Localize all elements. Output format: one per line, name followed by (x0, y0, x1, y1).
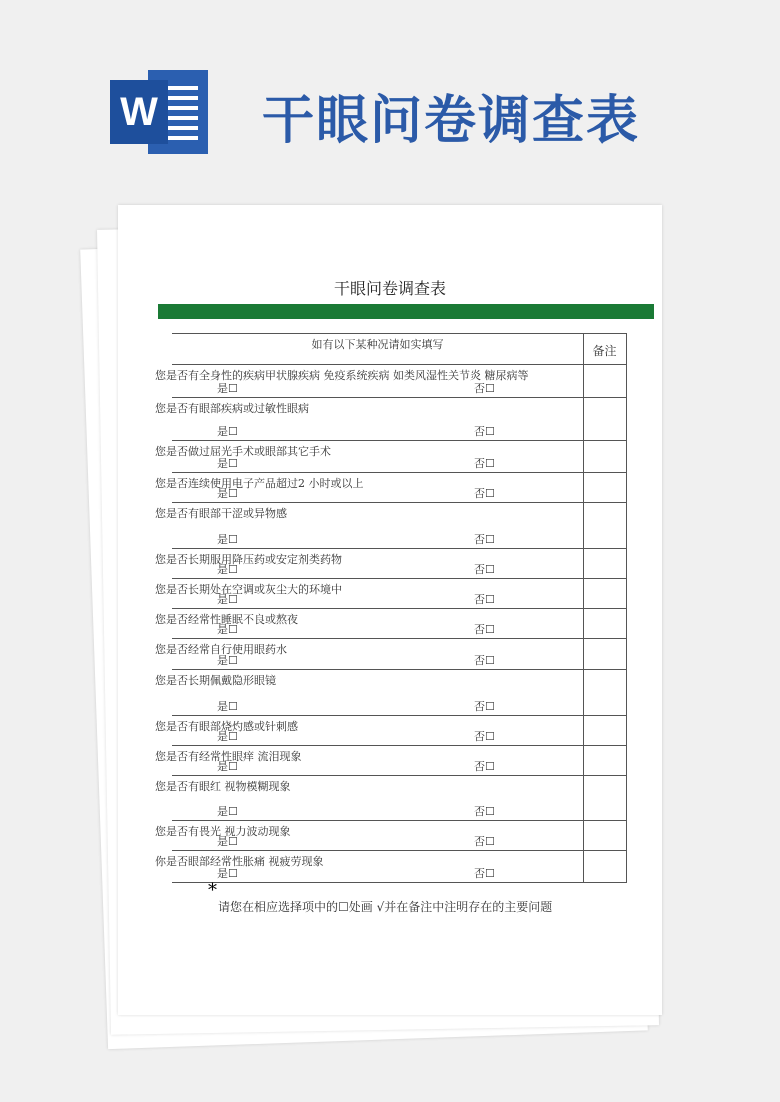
note-cell[interactable] (583, 365, 626, 397)
question-text: 您是否有眼部干涩或异物感 (155, 507, 287, 520)
question-row (155, 441, 626, 473)
green-divider-bar (158, 304, 654, 319)
note-cell[interactable] (583, 670, 626, 715)
yes-checkbox[interactable]: 是☐ (217, 805, 238, 818)
note-cell[interactable] (583, 776, 626, 820)
note-cell[interactable] (583, 503, 626, 548)
question-row (155, 821, 626, 851)
question-row (155, 851, 626, 883)
question-text: 您是否有畏光 视力波动现象 (155, 825, 291, 838)
yes-checkbox[interactable]: 是☐ (217, 487, 238, 500)
no-checkbox[interactable]: 否☐ (474, 835, 495, 848)
question-text: 你是否眼部经常性胀痛 视疲劳现象 (155, 855, 324, 868)
footnote: 请您在相应选择项中的☐处画 √并在备注中注明存在的主要问题 (218, 900, 553, 914)
no-checkbox[interactable]: 否☐ (474, 700, 495, 713)
note-cell[interactable] (583, 639, 626, 669)
question-text: 您是否有眼部疾病或过敏性眼病 (155, 402, 309, 415)
yes-checkbox[interactable]: 是☐ (217, 563, 238, 576)
no-checkbox[interactable]: 否☐ (474, 867, 495, 880)
question-text: 您是否经常性睡眠不良或熬夜 (155, 613, 298, 626)
question-row (155, 716, 626, 746)
footnote-star: * (208, 880, 217, 901)
yes-checkbox[interactable]: 是☐ (217, 382, 238, 395)
no-checkbox[interactable]: 否☐ (474, 805, 495, 818)
note-cell[interactable] (583, 579, 626, 608)
question-row (155, 579, 626, 609)
questionnaire-table (155, 333, 627, 883)
logo-letter: W (110, 80, 168, 144)
yes-checkbox[interactable]: 是☐ (217, 700, 238, 713)
question-text: 您是否长期服用降压药或安定剂类药物 (155, 553, 342, 566)
question-row (155, 609, 626, 639)
yes-checkbox[interactable]: 是☐ (217, 425, 238, 438)
yes-checkbox[interactable]: 是☐ (217, 730, 238, 743)
no-checkbox[interactable]: 否☐ (474, 533, 495, 546)
note-cell[interactable] (583, 549, 626, 578)
no-checkbox[interactable]: 否☐ (474, 654, 495, 667)
question-text: 您是否有眼部烧灼感或针刺感 (155, 720, 298, 733)
yes-checkbox[interactable]: 是☐ (217, 654, 238, 667)
question-text: 您是否做过屈光手术或眼部其它手术 (155, 445, 331, 458)
no-checkbox[interactable]: 否☐ (474, 593, 495, 606)
question-text: 您是否长期处在空调或灰尘大的环境中 (155, 583, 342, 596)
instruction-header: 如有以下某种况请如实填写 (311, 338, 444, 351)
note-header: 备注 (592, 344, 617, 358)
question-row (155, 549, 626, 579)
note-cell[interactable] (583, 716, 626, 745)
question-row (155, 746, 626, 776)
question-text: 您是否连续使用电子产品超过2 小时或以上 (155, 477, 364, 490)
no-checkbox[interactable]: 否☐ (474, 457, 495, 470)
no-checkbox[interactable]: 否☐ (474, 730, 495, 743)
no-checkbox[interactable]: 否☐ (474, 760, 495, 773)
note-cell[interactable] (583, 609, 626, 638)
question-row (155, 776, 626, 821)
word-logo (110, 70, 208, 154)
question-row (155, 670, 626, 716)
question-row (155, 639, 626, 670)
banner-title: 干眼问卷调查表 (262, 91, 641, 151)
yes-checkbox[interactable]: 是☐ (217, 457, 238, 470)
no-checkbox[interactable]: 否☐ (474, 382, 495, 395)
yes-checkbox[interactable]: 是☐ (217, 835, 238, 848)
question-text: 您是否长期佩戴隐形眼镜 (155, 674, 276, 687)
note-cell[interactable] (583, 398, 626, 440)
yes-checkbox[interactable]: 是☐ (217, 760, 238, 773)
yes-checkbox[interactable]: 是☐ (217, 593, 238, 606)
question-row (155, 365, 626, 398)
no-checkbox[interactable]: 否☐ (474, 487, 495, 500)
question-text: 您是否有经常性眼痒 流泪现象 (155, 750, 302, 763)
note-cell[interactable] (583, 473, 626, 502)
table-header (172, 334, 626, 365)
yes-checkbox[interactable]: 是☐ (217, 867, 238, 880)
question-text: 您是否有全身性的疾病甲状腺疾病 免疫系统疾病 如类风湿性关节炎 糖尿病等 (155, 369, 529, 382)
note-cell[interactable] (583, 851, 626, 882)
note-cell[interactable] (583, 441, 626, 472)
note-cell[interactable] (583, 746, 626, 775)
question-text: 您是否经常自行使用眼药水 (155, 643, 287, 656)
yes-checkbox[interactable]: 是☐ (217, 623, 238, 636)
no-checkbox[interactable]: 否☐ (474, 623, 495, 636)
question-text: 您是否有眼红 视物模糊现象 (155, 780, 291, 793)
question-row (155, 503, 626, 549)
yes-checkbox[interactable]: 是☐ (217, 533, 238, 546)
question-row (155, 473, 626, 503)
question-row (155, 398, 626, 441)
no-checkbox[interactable]: 否☐ (474, 563, 495, 576)
note-cell[interactable] (583, 821, 626, 850)
no-checkbox[interactable]: 否☐ (474, 425, 495, 438)
document-title: 干眼问卷调查表 (333, 279, 446, 298)
